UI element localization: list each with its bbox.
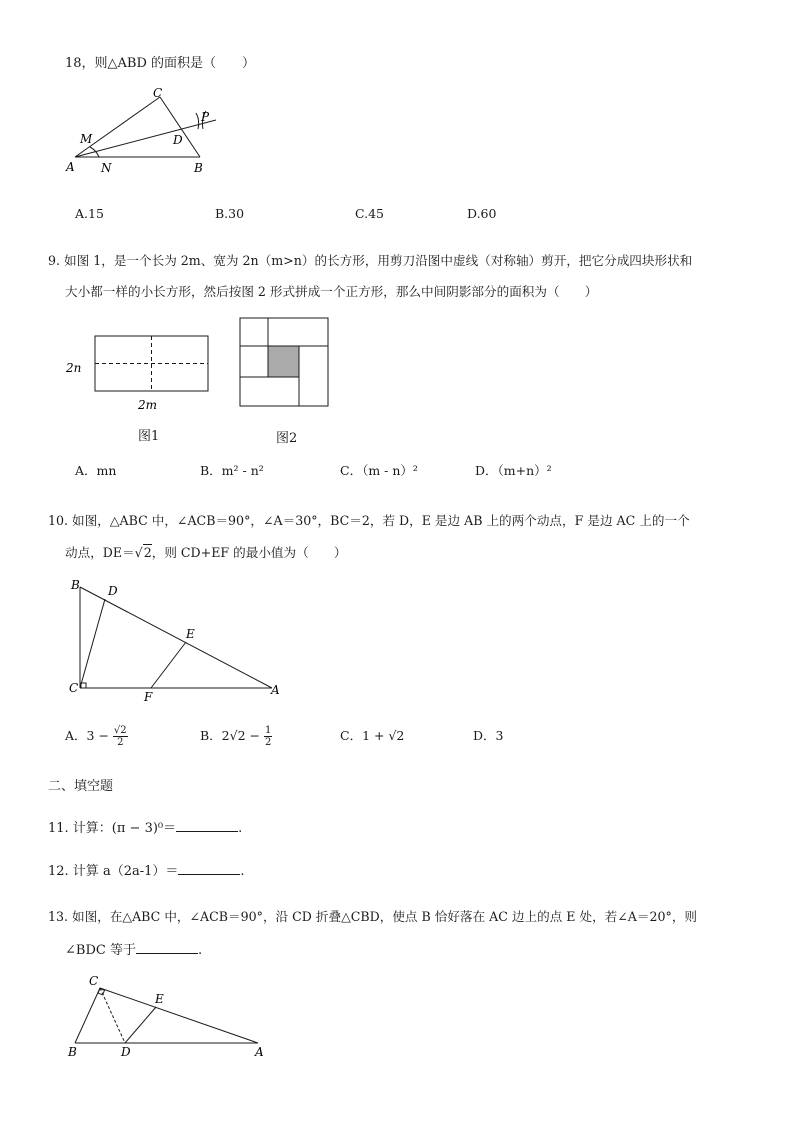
q12-end: . [240, 864, 245, 879]
q8-option-a[interactable]: A.15 [75, 206, 104, 221]
q9-figure1 [60, 330, 220, 415]
q10-option-b-num: 1 [264, 725, 272, 736]
q8-label-m: M [80, 132, 93, 146]
q10-label-c: C [69, 681, 79, 695]
q12-line [48, 861, 245, 881]
q10-line2-pre: 动点，DE＝ [65, 545, 135, 560]
q9-figure2 [238, 316, 332, 410]
q10-line2-post: ，则 CD+EF 的最小值为（ ） [151, 545, 347, 560]
q10-option-b-den: 2 [264, 737, 272, 748]
q10-label-e: E [186, 627, 195, 641]
q10-option-a-num: √2 [113, 725, 127, 736]
q8-figure [60, 85, 230, 180]
q10-line2 [65, 544, 346, 562]
q10-option-a-den: 2 [117, 737, 124, 748]
q9-line1: 9. 如图 1，是一个长为 2m、宽为 2n（m>n）的长方形，用剪刀沿图中虚线（对称轴）剪开，把它分成四块形状和 [48, 253, 693, 268]
q10-option-d[interactable]: D．3 [473, 728, 504, 743]
q10-option-a-fraction [113, 725, 128, 748]
q9-shaded-square [268, 346, 299, 377]
q10-label-a: A [271, 683, 280, 697]
q8-label-n: N [101, 161, 112, 175]
q9-fig2-caption: 图2 [276, 431, 298, 446]
q13-label-d: D [121, 1045, 131, 1059]
q9-fig1-side-label: 2n [66, 361, 82, 375]
q13-line1: 13. 如图，在△ABC 中，∠ACB＝90°，沿 CD 折叠△CBD，使点 B 恰好落在 AC 边上的点 E 处，若∠A＝20°，则 [48, 909, 698, 924]
q10-option-b-pre: B．2√2 − [200, 728, 264, 743]
q8-option-c[interactable]: C.45 [355, 206, 384, 221]
q13-label-a: A [255, 1045, 264, 1059]
q11-text: 11. 计算：(π − 3)⁰＝ [48, 821, 177, 836]
q8-stem: 18，则△ABD 的面积是（ ） [65, 56, 256, 71]
q10-sqrt-value: 2 [143, 545, 152, 560]
q9-option-a[interactable]: A．mn [75, 463, 117, 478]
q11-line [48, 818, 242, 838]
q10-option-b[interactable] [200, 720, 272, 752]
q10-line1: 10. 如图，△ABC 中，∠ACB＝90°，∠A＝30°，BC＝2，若 D，E 是边 AB 上的两个动点，F 是边 AC 上的一个 [48, 513, 690, 528]
q12-answer-blank[interactable] [178, 861, 240, 875]
q9-option-d[interactable]: D．（m+n）² [475, 463, 552, 478]
q8-label-p: P [201, 110, 210, 124]
q10-label-f: F [144, 690, 153, 704]
q9-fig1-bottom-label: 2m [138, 398, 158, 412]
q8-label-c: C [153, 86, 163, 100]
q8-label-a: A [66, 160, 75, 174]
q10-figure [60, 575, 290, 705]
section2-title: 二、填空题 [48, 779, 114, 794]
q9-option-c[interactable]: C．（m - n）² [340, 463, 418, 478]
q10-label-b: B [71, 578, 80, 592]
q12-text: 12. 计算 a（2a-1）＝ [48, 864, 179, 879]
q10-option-a-pre: A．3 − [65, 728, 113, 743]
q13-label-e: E [155, 992, 164, 1006]
q13-line2-text: ∠BDC 等于 [65, 943, 136, 958]
sqrt-sign: √ [134, 545, 143, 560]
q13-label-b: B [68, 1045, 77, 1059]
q9-line2: 大小都一样的小长方形，然后按图 2 形式拼成一个正方形，那么中间阴影部分的面积为（ ） [65, 284, 598, 299]
q8-option-b[interactable]: B.30 [215, 206, 245, 221]
q13-answer-blank[interactable] [136, 940, 198, 954]
q10-option-b-fraction [264, 725, 272, 748]
q13-label-c: C [89, 974, 99, 988]
q8-label-b: B [194, 161, 203, 175]
q13-figure [60, 970, 280, 1065]
q13-line2 [65, 940, 202, 960]
q10-option-a[interactable] [65, 720, 128, 752]
q13-end: . [197, 943, 203, 958]
q11-end: . [238, 821, 243, 836]
q11-answer-blank[interactable] [176, 818, 238, 832]
q10-option-c[interactable]: C．1 + √2 [340, 728, 405, 743]
q8-option-d[interactable]: D.60 [467, 206, 497, 221]
q9-option-b[interactable]: B．m² - n² [200, 463, 264, 478]
q10-label-d: D [108, 584, 118, 598]
q8-label-d: D [173, 133, 183, 147]
q9-fig1-caption: 图1 [138, 429, 160, 444]
